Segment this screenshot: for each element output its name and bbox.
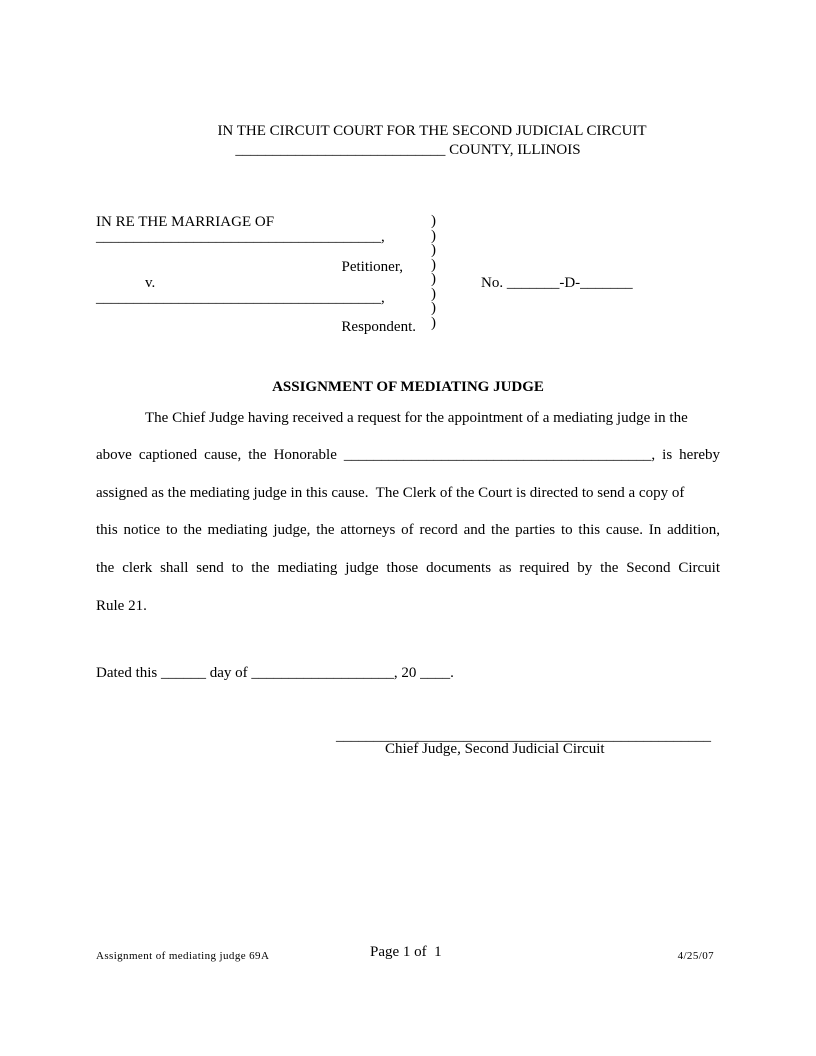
petitioner-name-blank: ______________________________________, [96, 229, 385, 245]
versus-label: v. [145, 275, 156, 291]
body-line-4: this notice to the mediating judge, the attorneys of record and the parties to this cause. In addition, [96, 522, 720, 538]
signature-label: Chief Judge, Second Judicial Circuit [385, 741, 605, 757]
court-heading: IN THE CIRCUIT COURT FOR THE SECOND JUDICIAL CIRCUIT [217, 123, 647, 139]
body-line-3: assigned as the mediating judge in this cause. The Clerk of the Court is directed to send a copy of [96, 485, 685, 501]
body-line-2: above captioned cause, the Honorable _________________________________________, is hereby [96, 447, 720, 463]
petitioner-label: Petitioner, [341, 259, 403, 275]
county-line: ____________________________ COUNTY, ILLINOIS [235, 142, 581, 158]
signature-line: __________________________________________________ [336, 728, 711, 744]
body-line-5: the clerk shall send to the mediating judge those documents as required by the Second Circuit [96, 560, 720, 576]
footer-form-name: Assignment of mediating judge 69A [96, 950, 270, 962]
body-line-1: The Chief Judge having received a request for the appointment of a mediating judge in the [145, 410, 688, 426]
document-title: ASSIGNMENT OF MEDIATING JUDGE [272, 379, 544, 395]
footer-date: 4/25/07 [677, 950, 714, 962]
respondent-name-blank: ______________________________________, [96, 290, 385, 306]
caption-parentheses: ) ) ) ) ) ) ) ) [431, 213, 436, 331]
dated-line: Dated this ______ day of ___________________, 20 ____. [96, 665, 454, 681]
body-line-6: Rule 21. [96, 598, 147, 614]
footer-page-number: Page 1 of 1 [370, 944, 442, 960]
respondent-label: Respondent. [341, 319, 416, 335]
in-re-marriage: IN RE THE MARRIAGE OF [96, 214, 275, 230]
case-number: No. _______-D-_______ [481, 275, 633, 291]
